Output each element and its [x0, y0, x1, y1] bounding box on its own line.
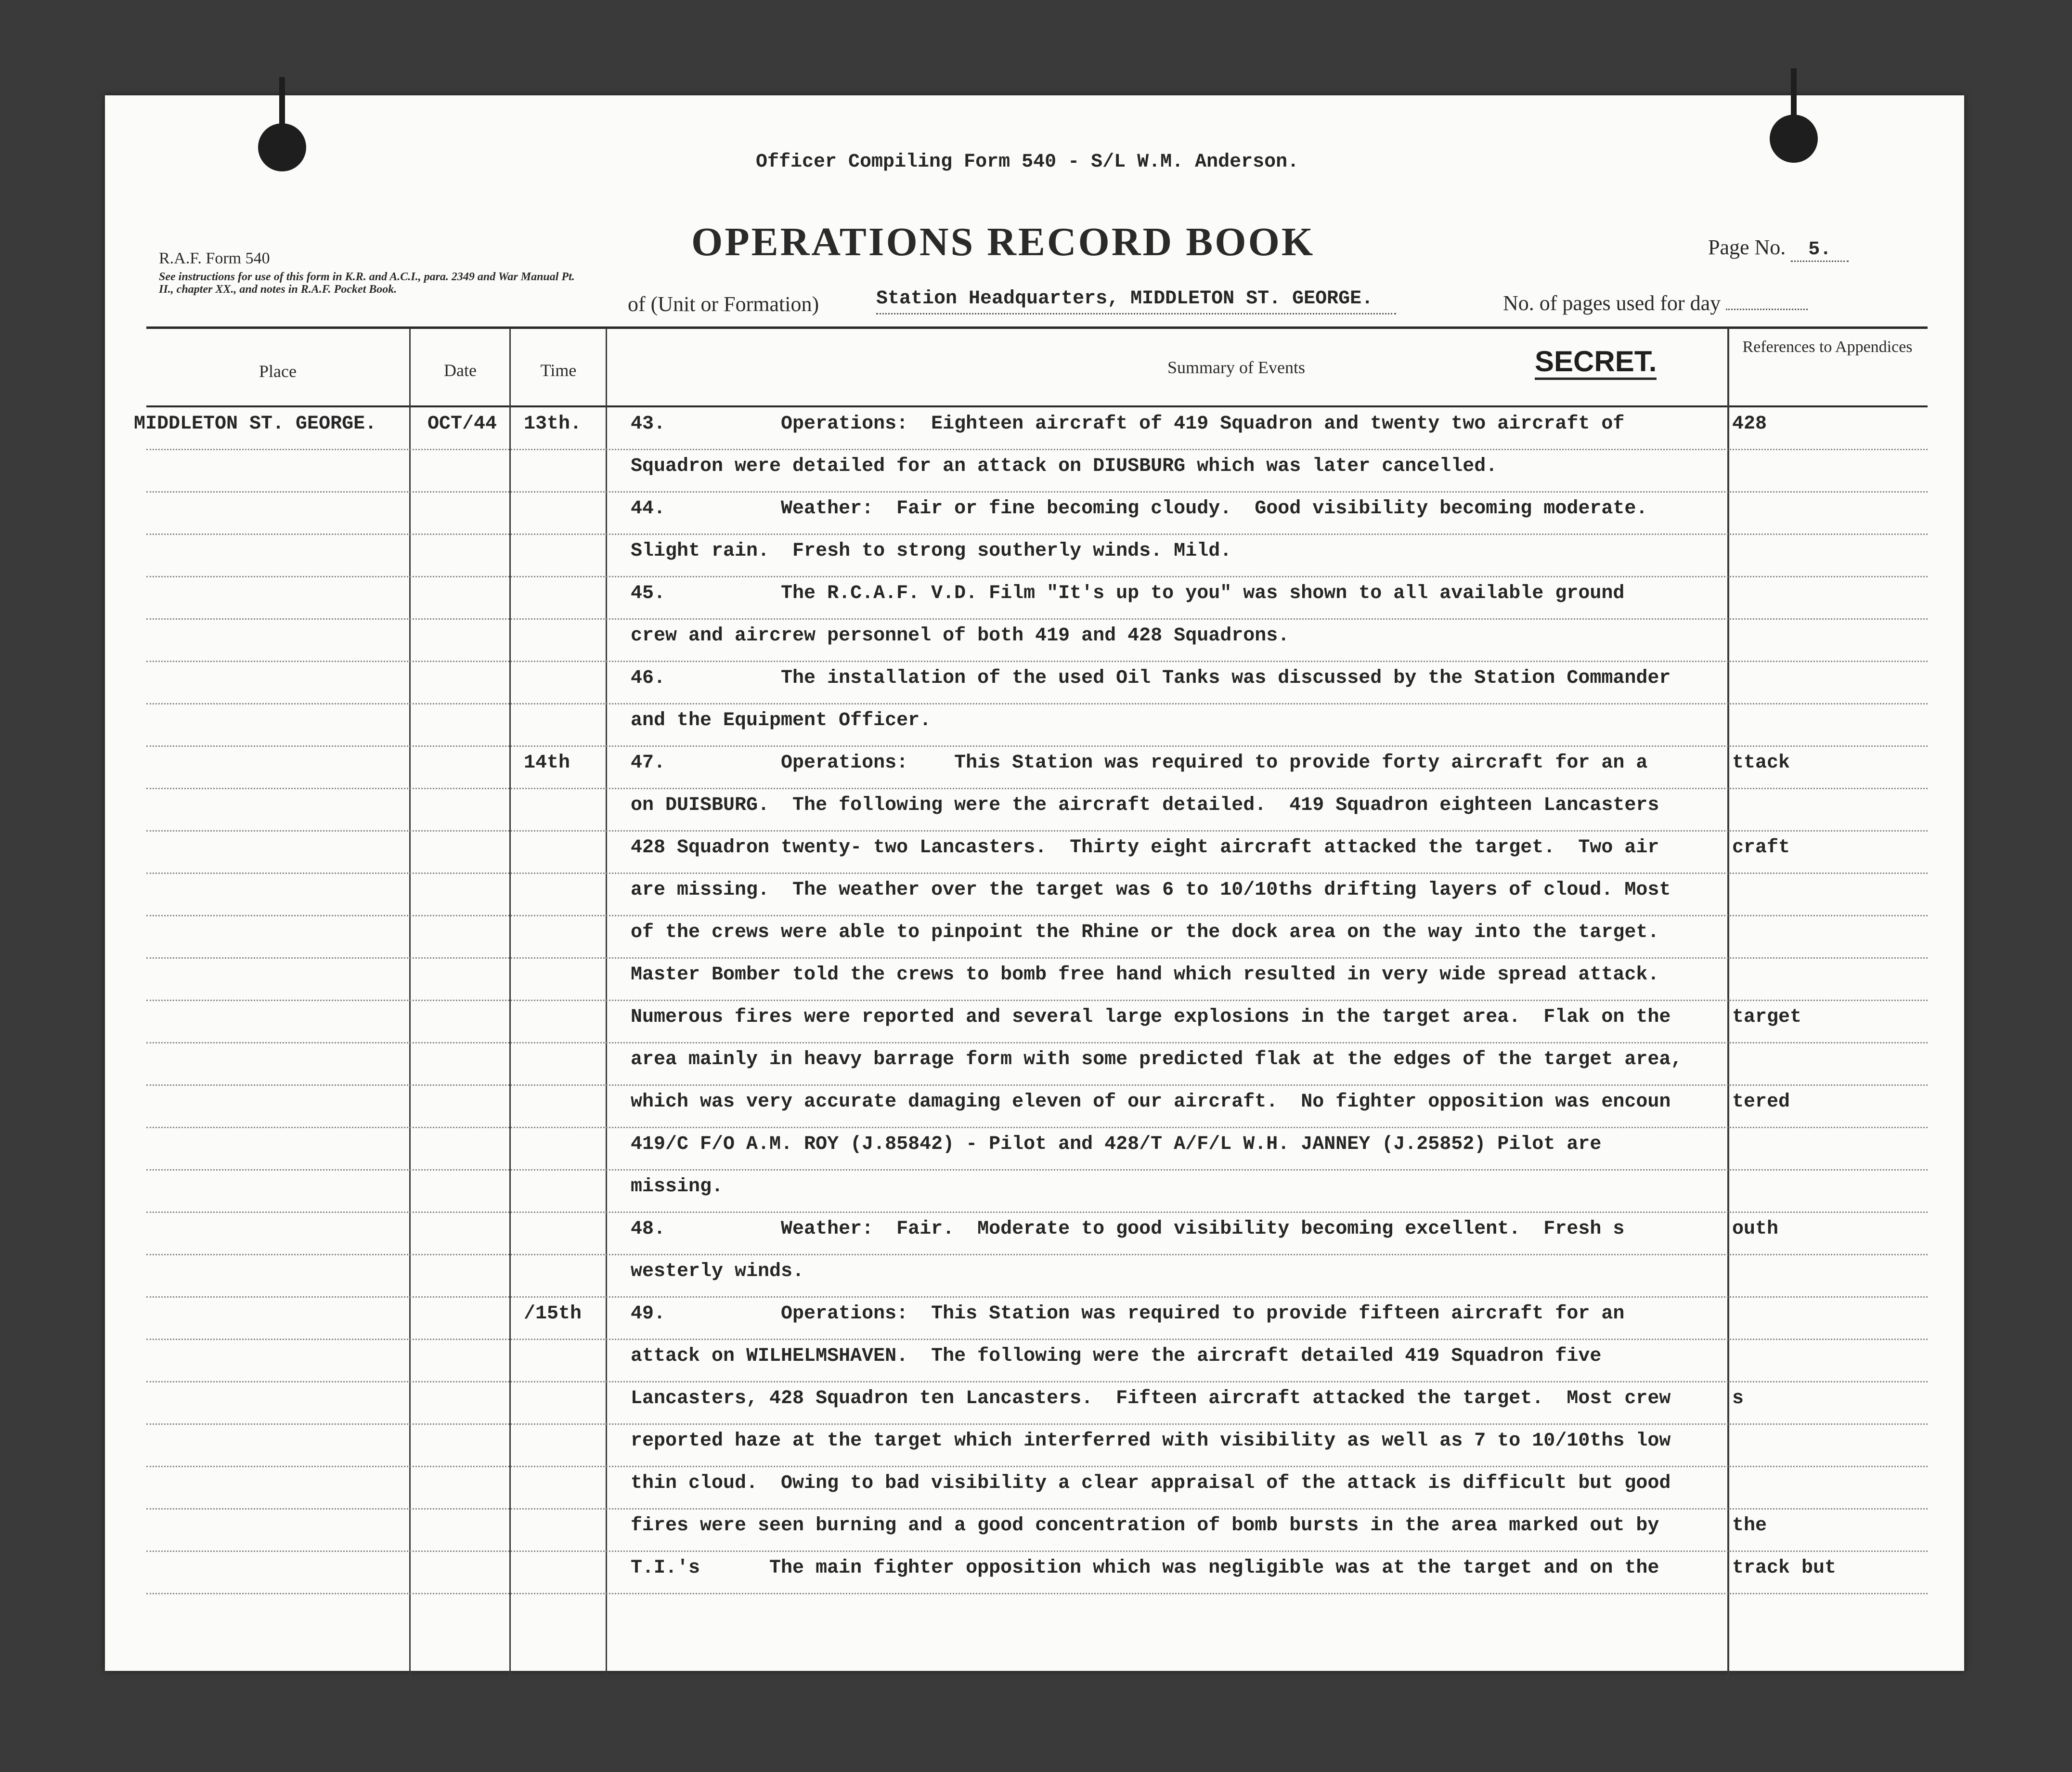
column-header-date: Date [444, 361, 477, 380]
pages-used-dotted-line [1726, 309, 1808, 310]
entry-summary: and the Equipment Officer. [631, 710, 932, 731]
entry-summary: 49. Operations: This Station was required to provide fifteen aircraft for an [631, 1303, 1625, 1325]
pages-used-label: No. of pages used for day [1503, 291, 1721, 315]
row-ruling [146, 491, 1928, 493]
entry-summary: Master Bomber told the crews to bomb free hand which resulted in very wide spread attack. [631, 964, 1659, 986]
punch-hole-left [258, 123, 306, 171]
row-ruling [146, 1169, 1928, 1171]
entry-summary: 45. The R.C.A.F. V.D. Film "It's up to you" was shown to all available ground [631, 583, 1625, 604]
entry-summary: on DUISBURG. The following were the aircraft detailed. 419 Squadron eighteen Lancasters [631, 795, 1659, 816]
unit-label: of (Unit or Formation) [628, 292, 819, 316]
header-top-rule [146, 326, 1928, 329]
header-bottom-rule [146, 405, 1928, 407]
entry-reference: the [1732, 1515, 1767, 1537]
page-number-field [1708, 235, 1849, 262]
row-ruling [146, 449, 1928, 450]
unit-value: Station Headquarters, MIDDLETON ST. GEORGE. [876, 288, 1373, 310]
row-ruling [146, 1508, 1928, 1510]
entry-summary: 419/C F/O A.M. ROY (J.85842) - Pilot and 428/T A/F/L W.H. JANNEY (J.25852) Pilot are [631, 1134, 1602, 1155]
row-ruling [146, 1084, 1928, 1086]
punch-hole-right [1770, 115, 1818, 163]
entry-summary: missing. [631, 1176, 724, 1198]
officer-compiling-line: Officer Compiling Form 540 - S/L W.M. Anderson. [756, 151, 1299, 173]
secret-stamp: SECRET. [1535, 346, 1657, 380]
entry-summary: attack on WILHELMSHAVEN. The following were the aircraft detailed 419 Squadron five [631, 1345, 1602, 1367]
form-instructions: See instructions for use of this form in K.R. and A.C.I., para. 2349 and War Manual Pt. II., chapter XX., and notes in R.A.F. Pocket Book. [159, 271, 575, 296]
entry-summary: Slight rain. Fresh to strong southerly winds. Mild. [631, 540, 1232, 562]
row-ruling [146, 1296, 1928, 1298]
entry-reference: outh [1732, 1218, 1779, 1240]
entry-time: 13th. [524, 413, 582, 435]
entry-reference: target [1732, 1006, 1802, 1028]
entry-reference: 428 [1732, 413, 1767, 435]
entry-summary: Numerous fires were reported and several large explosions in the target area. Flak on the [631, 1006, 1671, 1028]
entry-summary: 47. Operations: This Station was required to provide forty aircraft for an a [631, 752, 1648, 774]
row-ruling [146, 788, 1928, 789]
row-ruling [146, 1593, 1928, 1594]
unit-dotted-line [876, 313, 1396, 314]
pages-used-field [1503, 291, 1808, 315]
entry-summary: 48. Weather: Fair. Moderate to good visibility becoming excellent. Fresh s [631, 1218, 1625, 1240]
entry-date: OCT/44 [427, 413, 497, 435]
entry-summary: westerly winds. [631, 1261, 804, 1282]
entry-summary: T.I.'s The main fighter opposition which was negligible was at the target and on the [631, 1557, 1659, 1579]
row-ruling [146, 534, 1928, 535]
entry-time: /15th [524, 1303, 582, 1325]
row-ruling [146, 1423, 1928, 1425]
form-540-sheet [105, 95, 1964, 1671]
column-header-time: Time [540, 361, 577, 380]
entry-place: MIDDLETON ST. GEORGE. [134, 413, 377, 435]
entry-time: 14th [524, 752, 570, 774]
column-header-place: Place [259, 362, 297, 381]
entry-summary: are missing. The weather over the target was 6 to 10/10ths drifting layers of cloud. Most [631, 879, 1671, 901]
row-ruling [146, 703, 1928, 704]
row-ruling [146, 957, 1928, 959]
entry-summary: Lancasters, 428 Squadron ten Lancasters. Fifteen aircraft attacked the target. Most crew [631, 1388, 1671, 1409]
column-header-references: References to Appendices [1742, 338, 1913, 356]
row-ruling [146, 661, 1928, 662]
entry-reference: ttack [1732, 752, 1790, 774]
page-number-label: Page No. [1708, 235, 1786, 259]
row-ruling [146, 618, 1928, 620]
row-ruling [146, 873, 1928, 874]
entry-reference: track but [1732, 1557, 1837, 1579]
row-ruling [146, 745, 1928, 747]
entry-summary: reported haze at the target which interferred with visibility as well as 7 to 10/10ths low [631, 1430, 1671, 1452]
entry-summary: of the crews were able to pinpoint the Rhine or the dock area on the way into the target. [631, 922, 1659, 943]
entry-summary: 428 Squadron twenty- two Lancasters. Thirty eight aircraft attacked the target. Two air [631, 837, 1659, 859]
row-ruling [146, 1381, 1928, 1382]
entry-reference: tered [1732, 1091, 1790, 1113]
entry-summary: crew and aircrew personnel of both 419 and 428 Squadrons. [631, 625, 1290, 647]
entry-summary: 44. Weather: Fair or fine becoming cloudy. Good visibility becoming moderate. [631, 498, 1648, 520]
row-ruling [146, 1212, 1928, 1213]
row-ruling [146, 1042, 1928, 1043]
row-ruling [146, 915, 1928, 916]
row-ruling [146, 1339, 1928, 1340]
column-header-summary: Summary of Events [1167, 358, 1305, 377]
row-ruling [146, 1127, 1928, 1128]
row-ruling [146, 830, 1928, 832]
entry-summary: thin cloud. Owing to bad visibility a clear appraisal of the attack is difficult but good [631, 1472, 1671, 1494]
row-ruling [146, 1254, 1928, 1255]
entry-summary: 46. The installation of the used Oil Tanks was discussed by the Station Commander [631, 667, 1671, 689]
entry-summary: Squadron were detailed for an attack on DIUSBURG which was later cancelled. [631, 456, 1498, 477]
entry-summary: fires were seen burning and a good concentration of bomb bursts in the area marked out by [631, 1515, 1659, 1537]
entry-summary: 43. Operations: Eighteen aircraft of 419 Squadron and twenty two aircraft of [631, 413, 1625, 435]
row-ruling [146, 1466, 1928, 1467]
entry-summary: area mainly in heavy barrage form with some predicted flak at the edges of the target area, [631, 1049, 1683, 1070]
entry-reference: s [1732, 1388, 1744, 1409]
row-ruling [146, 1550, 1928, 1552]
page-title: OPERATIONS RECORD BOOK [691, 220, 1315, 264]
row-ruling [146, 1000, 1928, 1001]
entry-summary: which was very accurate damaging eleven of our aircraft. No fighter opposition was encoun [631, 1091, 1671, 1113]
row-ruling [146, 576, 1928, 577]
entry-reference: craft [1732, 837, 1790, 859]
form-name: R.A.F. Form 540 [159, 249, 270, 267]
page-number-value: 5. [1791, 239, 1849, 262]
